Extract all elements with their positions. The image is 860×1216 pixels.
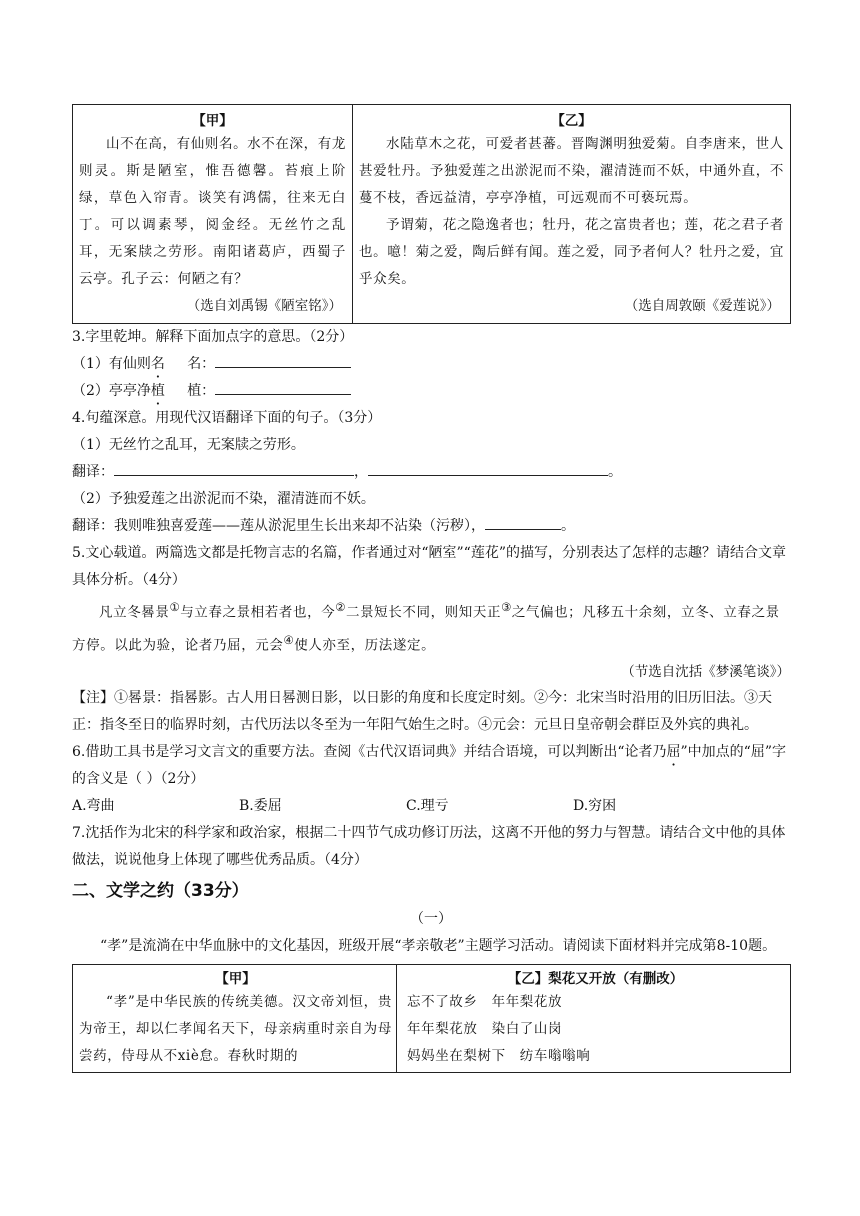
q3-item-1-word: 名： [187, 356, 216, 372]
q4-translation-2 [72, 513, 790, 540]
material-jia-cell [73, 965, 397, 1073]
q4-sentence-1: （1）无丝竹之乱耳，无案牍之劳形。 [72, 437, 305, 453]
q3-item-2-dotted: 植 [150, 383, 165, 399]
q4-stem: 4.句蕴深意。用现代汉语翻译下面的句子。（3分） [72, 410, 382, 426]
q7-stem: 7.沈括作为北宋的科学家和政治家，根据二十四节气成功修订历法，这离不开他的努力与智慧。请结合文中他的具体做法，说说他身上体现了哪些优秀品质。（4分） [72, 825, 786, 868]
q3-stem: 3.字里乾坤。解释下面加点字的意思。（2分） [72, 329, 354, 345]
passage-mengxi [72, 594, 790, 659]
q3-answer-blank-2[interactable] [215, 379, 351, 395]
q6-option-d[interactable]: D.穷困 [573, 798, 617, 814]
exam-page [72, 104, 790, 1073]
passage-yi-p2: 予谓菊，花之隐逸者也；牡丹，花之富贵者也；莲，花之君子者也。噫！菊之爱，陶后鲜有闻。莲之爱，同予者何人？牡丹之爱，宜乎众矣。 [359, 217, 784, 287]
section-2-title: 二、文学之约（33分） [72, 881, 249, 901]
passage-table [72, 104, 791, 324]
passage-yi-cell [353, 105, 791, 324]
q3-answer-blank-1[interactable] [215, 352, 351, 368]
footnote-ref-4: ④ [283, 633, 295, 647]
passage-jia-text: 山不在高，有仙则名。水不在深，有龙则灵。斯是陋室，惟吾德馨。苔痕上阶绿，草色入帘青。谈笑有鸿儒，往来无白丁。可以调素琴，阅金经。无丝竹之乱耳，无案牍之劳形。南阳诸葛庐，西蜀子云亭。孔子云：何陋之有？ [79, 136, 346, 287]
poem-line-1: 忘不了故乡 年年梨花放 [407, 994, 563, 1010]
passage-mengxi-source: （节选自沈括《梦溪笔谈》） [621, 664, 790, 680]
section-2-intro: “孝”是流淌在中华血脉中的文化基因，班级开展“孝亲敬老”主题学习活动。请阅读下面材料并完成第8-10题。 [100, 938, 777, 954]
passage-mengxi-part: 凡立冬晷景 [99, 604, 170, 621]
q4-comma: ， [354, 464, 368, 480]
footnote-ref-3: ③ [501, 601, 512, 614]
q6-options [72, 793, 790, 820]
q3-item-1 [72, 351, 790, 378]
q4-translation-label: 翻译： [72, 464, 114, 480]
q6-dotted-char: 屈 [666, 744, 681, 760]
q3-item-2-word: 植： [187, 383, 216, 399]
q4-blank-1b[interactable] [368, 460, 608, 476]
passage-mengxi-note: 【注】①晷景：指晷影。古人用日晷测日影，以日影的角度和长度定时刻。②今：北宋当时沿用的旧历旧法。③天正：指冬至日的临界时刻，古代历法以冬至为一年阳气始生之时。④元会：元旦日皇帝朝会群臣及外宾的典礼。 [72, 690, 772, 733]
q5-stem: 5.文心载道。两篇选文都是托物言志的名篇，作者通过对“陋室”“莲花”的描写，分别表达了怎样的志趣？请结合文章具体分析。（4分） [72, 545, 786, 588]
q3-item-1-text: （1）有仙则 [72, 356, 151, 372]
passage-mengxi-part: 之气偏也；凡移五十余刻，立冬、立春之景方停。以此为验，论者乃屈，元会 [72, 604, 780, 653]
q4-blank-1a[interactable] [114, 460, 354, 476]
material-table [72, 964, 791, 1073]
footnote-ref-1: ① [169, 601, 181, 614]
q6-stem [72, 739, 790, 793]
passage-yi-label: 【乙】 [551, 113, 592, 129]
passage-mengxi-part: 二景短长不同，则知天正 [345, 604, 502, 621]
passage-mengxi-part: 与立春之景相若者也，今 [180, 604, 336, 621]
material-yi-cell [397, 965, 791, 1073]
passage-jia-label: 【甲】 [192, 113, 233, 129]
passage-jia-source: （选自刘禹锡《陋室铭》） [186, 298, 342, 314]
q3-item-2-text: （2）亭亭净 [72, 383, 151, 399]
footnote-ref-2: ② [335, 601, 346, 614]
q6-option-a[interactable]: A.弯曲 [72, 798, 115, 814]
material-jia-label: 【甲】 [215, 971, 256, 987]
q4-period-2: 。 [561, 518, 575, 534]
section-2-subtitle: （一） [410, 911, 452, 927]
poem-line-3: 妈妈坐在梨树下 纺车嗡嗡响 [407, 1048, 591, 1064]
passage-mengxi-part: 使人亦至，历法遂定。 [294, 637, 436, 653]
q4-translation-1 [72, 459, 790, 486]
passage-yi-source: （选自周敦颐《爱莲说》） [624, 298, 780, 314]
q4-period: 。 [608, 464, 622, 480]
q4-translation-2-text: 翻译：我则唯独喜爱莲——莲从淤泥里生长出来却不沾染（污秽）， [72, 518, 485, 534]
material-yi-label: 【乙】梨花又开放（有删改） [507, 971, 684, 987]
q6-option-c[interactable]: C.理亏 [406, 798, 449, 814]
q4-blank-2[interactable] [485, 514, 561, 530]
q6-stem-part: ”中加点的“屈”字的含义是（ ）（2分） [72, 744, 786, 787]
q6-stem-part: 6.借助工具书是学习文言文的重要方法。查阅《古代汉语词典》并结合语境，可以判断出“论者乃 [72, 744, 667, 760]
q3-item-1-dotted: 名 [150, 356, 165, 372]
q4-sentence-2: （2）予独爱莲之出淤泥而不染，濯清涟而不妖。 [72, 491, 375, 507]
q6-option-b[interactable]: B.委屈 [239, 798, 282, 814]
poem-line-2: 年年梨花放 染白了山岗 [407, 1021, 563, 1037]
q3-item-2 [72, 378, 790, 405]
passage-jia-cell [73, 105, 353, 324]
material-jia-text: “孝”是中华民族的传统美德。汉文帝刘恒，贵为帝王，却以仁孝闻名天下，母亲病重时亲自为母尝药，侍母从不xiè怠。春秋时期的 [79, 994, 392, 1064]
passage-yi-p1: 水陆草木之花，可爱者甚蕃。晋陶渊明独爱菊。自李唐来，世人甚爱牡丹。予独爱莲之出淤泥而不染，濯清涟而不妖，中通外直，不蔓不枝，香远益清，亭亭净植，可远观而不可亵玩焉。 [359, 136, 784, 206]
